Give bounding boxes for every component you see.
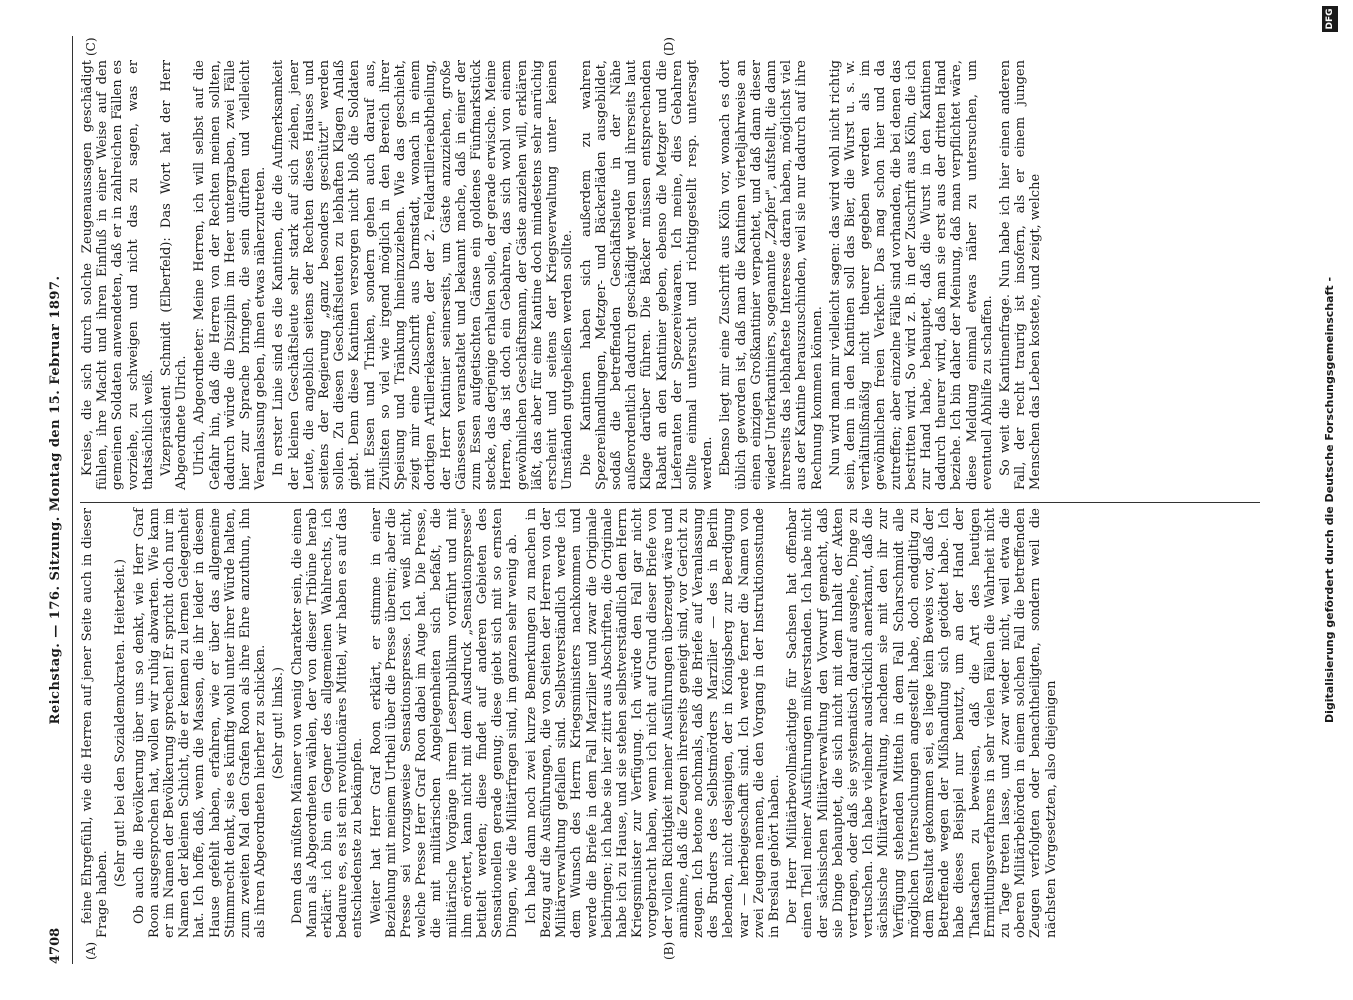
digitization-credit: Digitalisierung gefördert durch die Deutsche Forschungsgemeinschaft - [1323, 276, 1336, 724]
page-title: Reichstag. — 176. Sitzung. Montag den 15. Februar 1897. [48, 275, 63, 725]
margin-marker-a: (A) [84, 941, 98, 960]
left-paragraph: Ob auch die Bevölkerung über uns so denkt, wie Herr Graf Roon ausgesprochen hat, wollen wir ruhig abwarten. Wie kann er im Namen der Bevölkerung sprechen! Er spricht doch nur im Namen der kleinen Schicht, die er kennen zu lernen Gelegenheit hat. Ich hoffe, daß, wenn die Massen, die ihr leider in diesem Hause gefehlt haben, erfahren, wie er über das allgemeine Stimmrecht denkt, sie es künftig wohl unter ihrer Würde halten, zum zweiten Mal den Grafen Roon als ihre Ehre anzuthun, ihn als ihren Abgeordneten hierher zu schicken. [131, 508, 269, 938]
margin-marker-b: (B) [662, 941, 676, 960]
margin-marker-d: (D) [662, 37, 676, 56]
left-paragraph: Denn das müßten Männer von wenig Charakter sein, die einen Mann als Abgeordneten wählen, der von dieser Tribüne herab erklärt: ich bin ein Gegner des allgemeinen Wahlrechts, ich bedaure es, es ist ein revolutionäres Mittel, wir haben es auf das entschiedenste zu bekämpfen. [289, 508, 366, 938]
right-paragraph: Ebenso liegt mir eine Zuschrift aus Köln vor, wonach es dort üblich geworden ist, daß man die Kantinen vierteljahrweise an einen einzigen Großkantinier verpachtet, und daß dann dieser wieder Unterkantiniers, sogenannte „Zapfer", aufstellt, die dann ihrerseits das lebhafteste Interesse daran haben, möglichst viel aus der Kantine herauszuschinden, weil sie nur dadurch auf ihre Rechnung kommen können. [718, 60, 825, 490]
page-header [42, 36, 72, 964]
right-paragraph: So weit die Kantinenfrage. Nun habe ich hier einen anderen Fall, der recht traurig ist insofern, als er einem jungen Menschen das Leben kostete, und zeigt, welche [997, 60, 1044, 490]
right-paragraph: Vizepräsident Schmidt (Elberfeld): Das Wort hat der Herr Abgeordnete Ulrich. [159, 60, 190, 490]
right-paragraph: In erster Linie sind es die Kantinen, die die Aufmerksamkeit der kleinen Geschäftsleute sehr stark auf sich ziehen, jener Leute, die angeblich seitens der Rechten dieses Hauses und seitens der Regierung „ganz besonders geschützt" werden sollen. Zu diesen Geschäftsleuten zu lebhaften Klagen Anlaß giebt. Denn diese Kantinen versorgen nicht bloß die Soldaten mit Essen und Trinken, sondern gehen auch darauf aus, Zivilisten so viel wie irgend möglich in den Bereich ihrer Speisung und Tränkung hineinzuziehen. Wie das geschieht, zeigt mir eine Zuschrift aus Darmstadt, wonach in einem dortigen Artilleriekaserne, der der 2. Feldartillerieabtheilung, der Herr Kantinier seinerseits, um Gäste anzuziehen, große Gänsessen veranstaltet und bekannt mache, daß in einer der zum Essen aufgetischten Gänse ein goldenes Fünfmarkstück stecke, das derjenige erhalten solle, der gerade erwische. Meine Herren, das ist doch ein Gebahren, das sich wohl von einem gewöhnlichen Geschäftsmann, der Gäste anziehen will, erklären läßt, das aber für eine Kantine doch mindestens sehr anrüchig erscheint und seitens der Kriegsverwaltung unter keinen Umständen gutgeheißen werden sollte. [271, 60, 576, 490]
left-column [80, 508, 1062, 938]
right-paragraph: Kreise, die sich durch solche Zeugenaussagen geschädigt fühlen, ihre Macht und ihren Einfluß in einer Weise auf den gemeinen Soldaten anwendeten, daß er in zahlreichen Fällen es vorziehe, zu schweigen und nicht das zu sagen, was er thatsächlich weiß. [80, 60, 156, 490]
right-column [80, 60, 1047, 490]
page-number: 4708 [48, 927, 63, 964]
right-paragraph: Die Kantinen haben sich außerdem zu wahren Spezereihandlungen, Metzger- und Bäckerläden ausgebildet, sodaß die betreffenden Geschäftsleute in der Nähe außerordentlich dadurch geschädigt werden und ihrerseits laut Klage darüber führen. Die Bäcker müssen entsprechenden Rabatt an den Kantinier geben, ebenso die Metzger und die Lieferanten der Spezereiwaaren. Ich meine, dies Gebahren sollte einmal untersucht und richtiggestellt resp. untersagt werden. [578, 60, 716, 490]
column-divider [80, 502, 1260, 503]
left-paragraph: Ich habe dann noch zwei kurze Bemerkungen zu machen in Bezug auf die Ausführungen, die von Seiten der Herren von der Militärverwaltung gefallen sind. Selbstverständlich werde ich dem Wunsch des Herrn Kriegsministers nachkommen und werde die Briefe in dem Fall Marzilier und zwar die Originale beibringen; ich habe sie hier zitirt aus Abschriften, die Originale habe ich zu Hause, und sie stehen selbstverständlich dem Herrn Kriegsminister zur Verfügung. Ich würde den Fall gar nicht vorgebracht haben, wenn ich nicht auf Grund dieser Briefe von der vollen Richtigkeit meiner Ausführungen überzeugt wäre und annähme, daß die Zeugen ihrerseits geneigt sind, vor Gericht zu zeugen. Ich betone nochmals, daß die Briefe auf Veranlassung des Bruders des Selbstmörders Marzilier — des in Berlin lebenden, nicht desjenigen, der in Königsberg zur Beerdigung war — herbeigeschafft sind. Ich werde ferner die Namen von zwei Zeugen nennen, die den Vorgang in der Instruktionsstunde in Breslau gehört haben. [523, 508, 782, 938]
header-rule [72, 36, 73, 964]
margin-marker-c: (C) [84, 37, 98, 56]
left-paragraph: Weiter hat Herr Graf Roon erklärt, er stimme in einer Beziehung mit meinem Urtheil über die Presse überein; aber die Presse sei vorzugsweise Sensationspresse. Ich weiß nicht, welche Presse Herr Graf Roon dabei im Auge hat. Die Presse, die mit militärischen Angelegenheiten sich befaßt, die militärische Vorgänge ihrem Leserpublikum vorführt und mit ihm erörtert, kann nicht mit dem Ausdruck „Sensationspresse" betitelt werden; diese findet auf anderen Gebieten des Sensationellen gerade genug; diese giebt sich mit so ernsten Dingen, wie die Militärfragen sind, im ganzen sehr wenig ab. [368, 508, 521, 938]
dfg-logo: DFG [1322, 6, 1338, 32]
left-paragraph: (Sehr gut! bei den Sozialdemokraten. Heiterkeit.) [113, 558, 129, 888]
right-paragraph: Nun wird man mir vielleicht sagen: das wird wohl nicht richtig sein, denn in den Kantinen soll das Bier, die Wurst u. s. w. verhältnißmäßig nicht theurer gegeben werden als im gewöhnlichen freien Verkehr. Das mag schon hier und da zutreffen; aber einzelne Fälle sind vorhanden, die bei denen das bestritten wird. So wird z. B. in der Zuschrift aus Köln, die ich zur Hand habe, behauptet, daß die Wurst in den Kantinen dadurch theurer wird, daß man sie erst aus der dritten Hand beziehe. Ich bin daher der Meinung, daß man verpflichtet wäre, diese Meldung einmal etwas näher zu untersuchen, um eventuell Abhilfe zu schaffen. [827, 60, 995, 490]
left-paragraph: Der Herr Militärbevollmächtigte für Sachsen hat offenbar einen Theil meiner Ausführungen mißverstanden. Ich habe nicht der sächsischen Militärverwaltung den Vorwurf gemacht, daß sie Dinge behauptet, die sich nicht mit dem Inhalt der Akten vertragen, oder daß sie systematisch darauf ausgehe, Dinge zu vertuschen. Ich habe vielmehr ausdrücklich anerkannt, daß die sächsische Militärverwaltung, nachdem sie mit den ihr zur Verfügung stehenden Mitteln in dem Fall Scharschmidt alle möglichen Untersuchungen angestellt habe, doch endgiltig zu dem Resultat gekommen sei, es liege kein Beweis vor, daß der Betreffende wegen der Mißhandlung sich getödtet habe. Ich habe dieses Beispiel nur benutzt, um an der Hand der Thatsachen zu beweisen, daß die Art des heutigen Ermittlungsverfahrens in sehr vielen Fällen die Wahrheit nicht zu Tage treten lasse, und zwar wieder nicht, weil etwa die oberen Militärbehörden in einem solchen Fall die betreffenden Zeugen verfolgten oder benachtheiligten, sondern weil die nächsten Vorgesetzten, also diejenigen [785, 508, 1059, 938]
right-paragraph: Ulrich, Abgeordneter: Meine Herren, ich will selbst auf die Gefahr hin, daß die Herren von der Rechten meinen sollten, dadurch würde die Disziplin im Heer untergraben, zwei Fälle hier zur Sprache bringen, die sein dürften und vielleicht Veranlassung geben, ihnen etwas näherzutreten. [192, 60, 269, 490]
left-paragraph: feine Ehrgefühl, wie die Herren auf jener Seite auch in dieser Frage haben. [80, 508, 111, 938]
left-paragraph: (Sehr gut! links.) [271, 666, 287, 780]
